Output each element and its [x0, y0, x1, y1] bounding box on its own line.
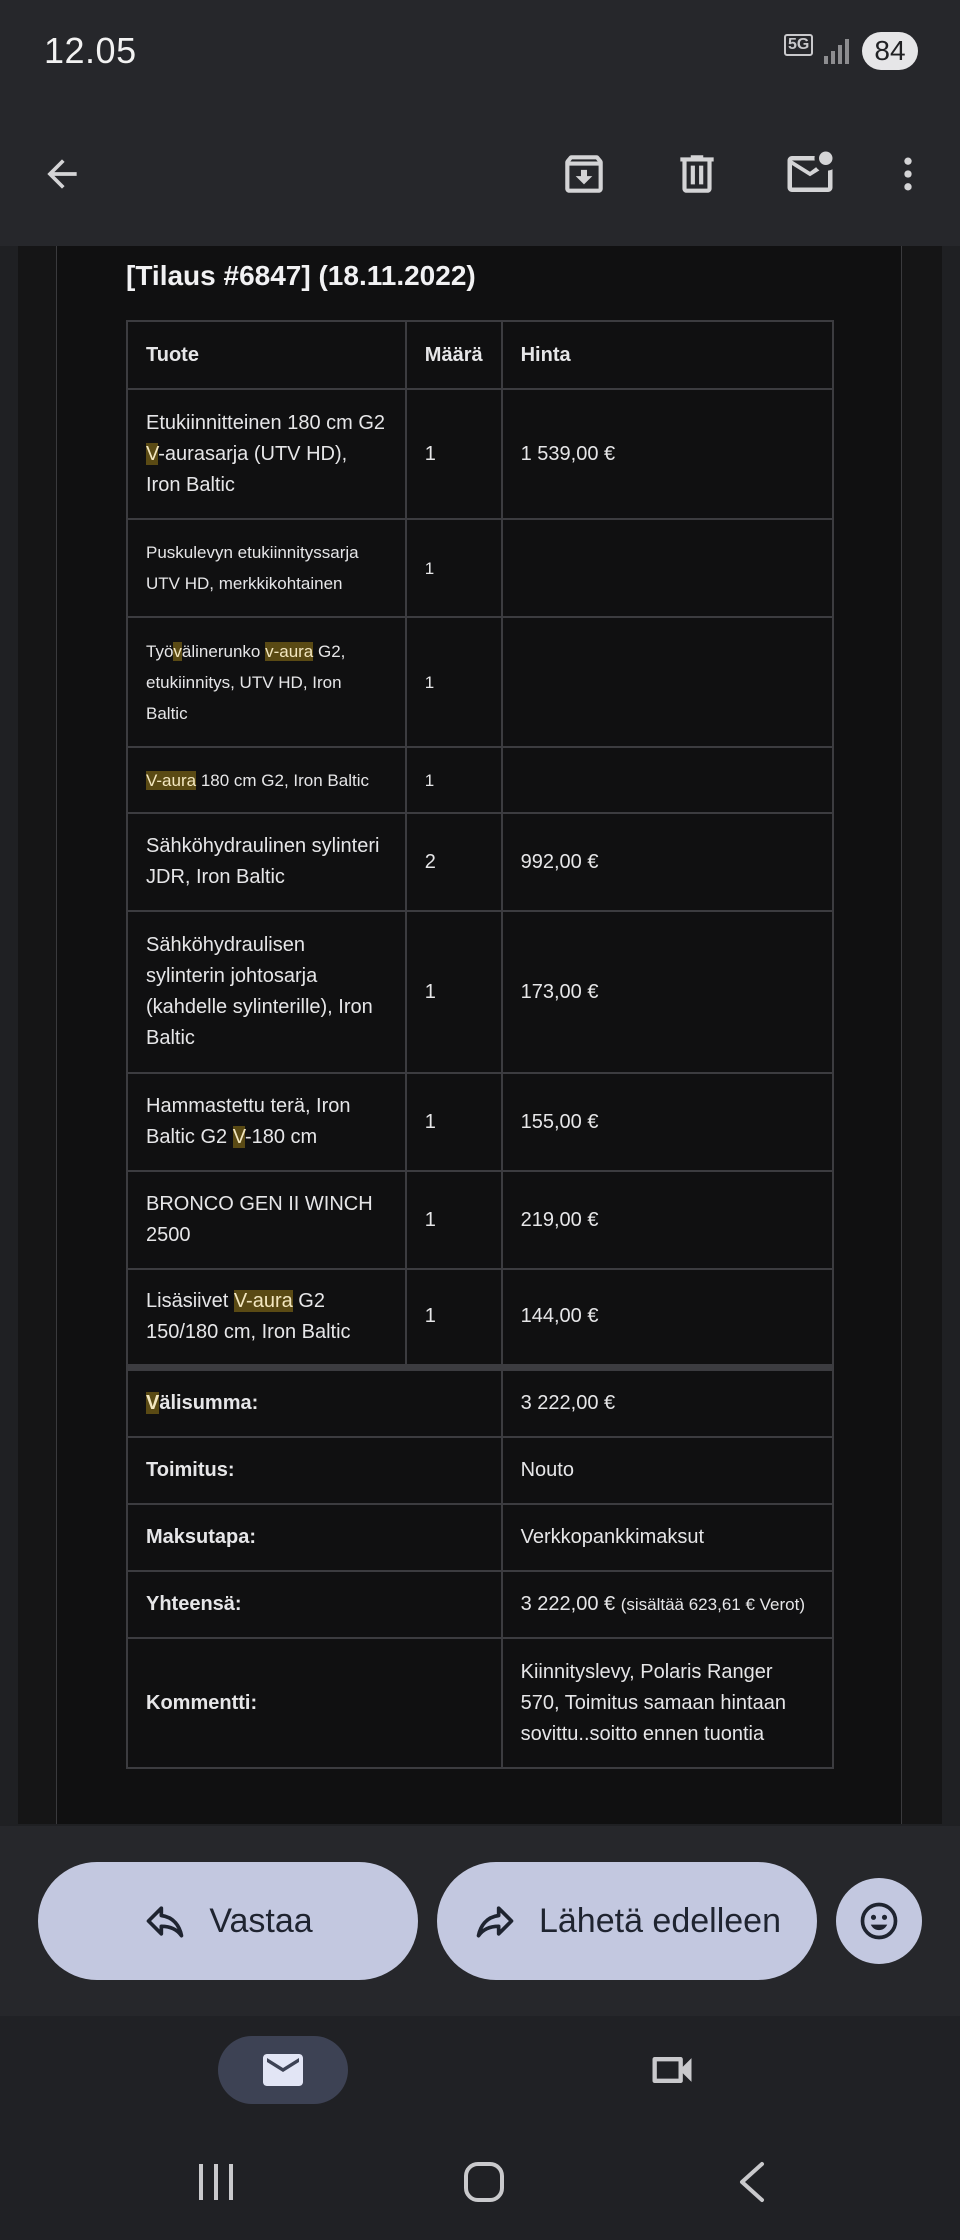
product-price: 219,00 €	[502, 1171, 833, 1269]
forward-icon	[473, 1899, 517, 1943]
table-row	[127, 1073, 833, 1171]
forward-button[interactable]: Lähetä edelleen	[437, 1862, 817, 1980]
product-name: V-aura 180 cm G2, Iron Baltic	[127, 747, 406, 813]
table-row	[127, 1269, 833, 1367]
product-price	[502, 617, 833, 747]
product-name: Lisäsiivet V-aura G2 150/180 cm, Iron Baltic	[127, 1269, 406, 1367]
order-title: [Tilaus #6847] (18.11.2022)	[126, 260, 476, 291]
product-price: 1 539,00 €	[502, 389, 833, 519]
table-row	[127, 1171, 833, 1269]
header-product: Tuote	[127, 321, 406, 389]
battery-indicator: 84	[862, 32, 918, 70]
table-row	[127, 911, 833, 1073]
total-value: 3 222,00 € (sisältää 623,61 € Verot)	[502, 1571, 833, 1638]
product-name: Työvälinerunko v-aura G2, etukiinnitys, UTV HD, Iron Baltic	[127, 617, 406, 747]
payment-label: Maksutapa:	[127, 1504, 502, 1571]
product-name: Etukiinnitteinen 180 cm G2 V-aurasarja (UTV HD), Iron Baltic	[127, 389, 406, 519]
home-icon[interactable]	[462, 2160, 506, 2204]
product-qty: 1	[406, 389, 502, 519]
table-row	[127, 389, 833, 519]
more-vert-icon[interactable]	[876, 142, 940, 206]
shipping-row	[127, 1437, 833, 1504]
shipping-value: Nouto	[502, 1437, 833, 1504]
emoji-reaction-button[interactable]	[836, 1878, 922, 1964]
table-row	[127, 617, 833, 747]
comment-value: Kiinnityslevy, Polaris Ranger 570, Toimitus samaan hintaan sovittu..soitto ennen tuontia	[502, 1638, 833, 1768]
system-navigation	[0, 2126, 960, 2240]
order-table	[126, 320, 834, 1769]
emoji-icon	[857, 1899, 901, 1943]
signal-icon	[822, 36, 852, 66]
app-bar	[0, 110, 960, 246]
product-qty: 2	[406, 813, 502, 911]
subtotal-value: 3 222,00 €	[502, 1367, 833, 1437]
product-price: 173,00 €	[502, 911, 833, 1073]
email-content[interactable]	[0, 246, 960, 1826]
product-price: 155,00 €	[502, 1073, 833, 1171]
mark-unread-icon[interactable]	[778, 142, 842, 206]
product-name: Hammastettu terä, Iron Baltic G2 V-180 cm	[127, 1073, 406, 1171]
reply-action-bar	[0, 1826, 960, 2016]
bottom-navigation	[0, 2016, 960, 2126]
reply-button[interactable]: Vastaa	[38, 1862, 418, 1980]
product-price: 992,00 €	[502, 813, 833, 911]
shipping-label: Toimitus:	[127, 1437, 502, 1504]
product-name: BRONCO GEN II WINCH 2500	[127, 1171, 406, 1269]
comment-label: Kommentti:	[127, 1638, 502, 1768]
product-qty: 1	[406, 1269, 502, 1367]
payment-value: Verkkopankkimaksut	[502, 1504, 833, 1571]
arrow-back-icon[interactable]	[30, 142, 94, 206]
payment-row	[127, 1504, 833, 1571]
product-qty: 1	[406, 1073, 502, 1171]
table-header-row	[127, 321, 833, 389]
product-qty: 1	[406, 747, 502, 813]
nav-mail-tab[interactable]	[218, 2036, 348, 2104]
product-qty: 1	[406, 1171, 502, 1269]
network-indicator: 5G	[784, 34, 813, 56]
table-row	[127, 519, 833, 617]
product-name: Sähköhydraulinen sylinteri JDR, Iron Baltic	[127, 813, 406, 911]
product-qty: 1	[406, 519, 502, 617]
product-name: Sähköhydraulisen sylinterin johtosarja (kahdelle sylinterille), Iron Baltic	[127, 911, 406, 1073]
total-label: Yhteensä:	[127, 1571, 502, 1638]
comment-row	[127, 1638, 833, 1768]
product-qty: 1	[406, 617, 502, 747]
status-time: 12.05	[44, 30, 137, 71]
trash-icon[interactable]	[665, 142, 729, 206]
product-qty: 1	[406, 911, 502, 1073]
product-name: Puskulevyn etukiinnityssarja UTV HD, merkkikohtainen	[127, 519, 406, 617]
tax-note: (sisältää 623,61 € Verot)	[620, 1595, 805, 1614]
nav-meet-tab[interactable]	[646, 2044, 698, 2101]
product-price	[502, 519, 833, 617]
table-row	[127, 813, 833, 911]
system-back-icon[interactable]	[734, 2160, 770, 2204]
table-row	[127, 747, 833, 813]
header-quantity: Määrä	[406, 321, 502, 389]
recent-apps-icon[interactable]	[196, 2160, 236, 2204]
archive-icon[interactable]	[552, 142, 616, 206]
status-bar	[0, 0, 960, 110]
subtotal-label: Välisumma:	[127, 1367, 502, 1437]
subtotal-row	[127, 1367, 833, 1437]
mail-icon	[259, 2046, 307, 2094]
total-row	[127, 1571, 833, 1638]
product-price: 144,00 €	[502, 1269, 833, 1367]
reply-icon	[143, 1899, 187, 1943]
video-camera-icon	[646, 2044, 698, 2096]
header-price: Hinta	[502, 321, 833, 389]
product-price	[502, 747, 833, 813]
